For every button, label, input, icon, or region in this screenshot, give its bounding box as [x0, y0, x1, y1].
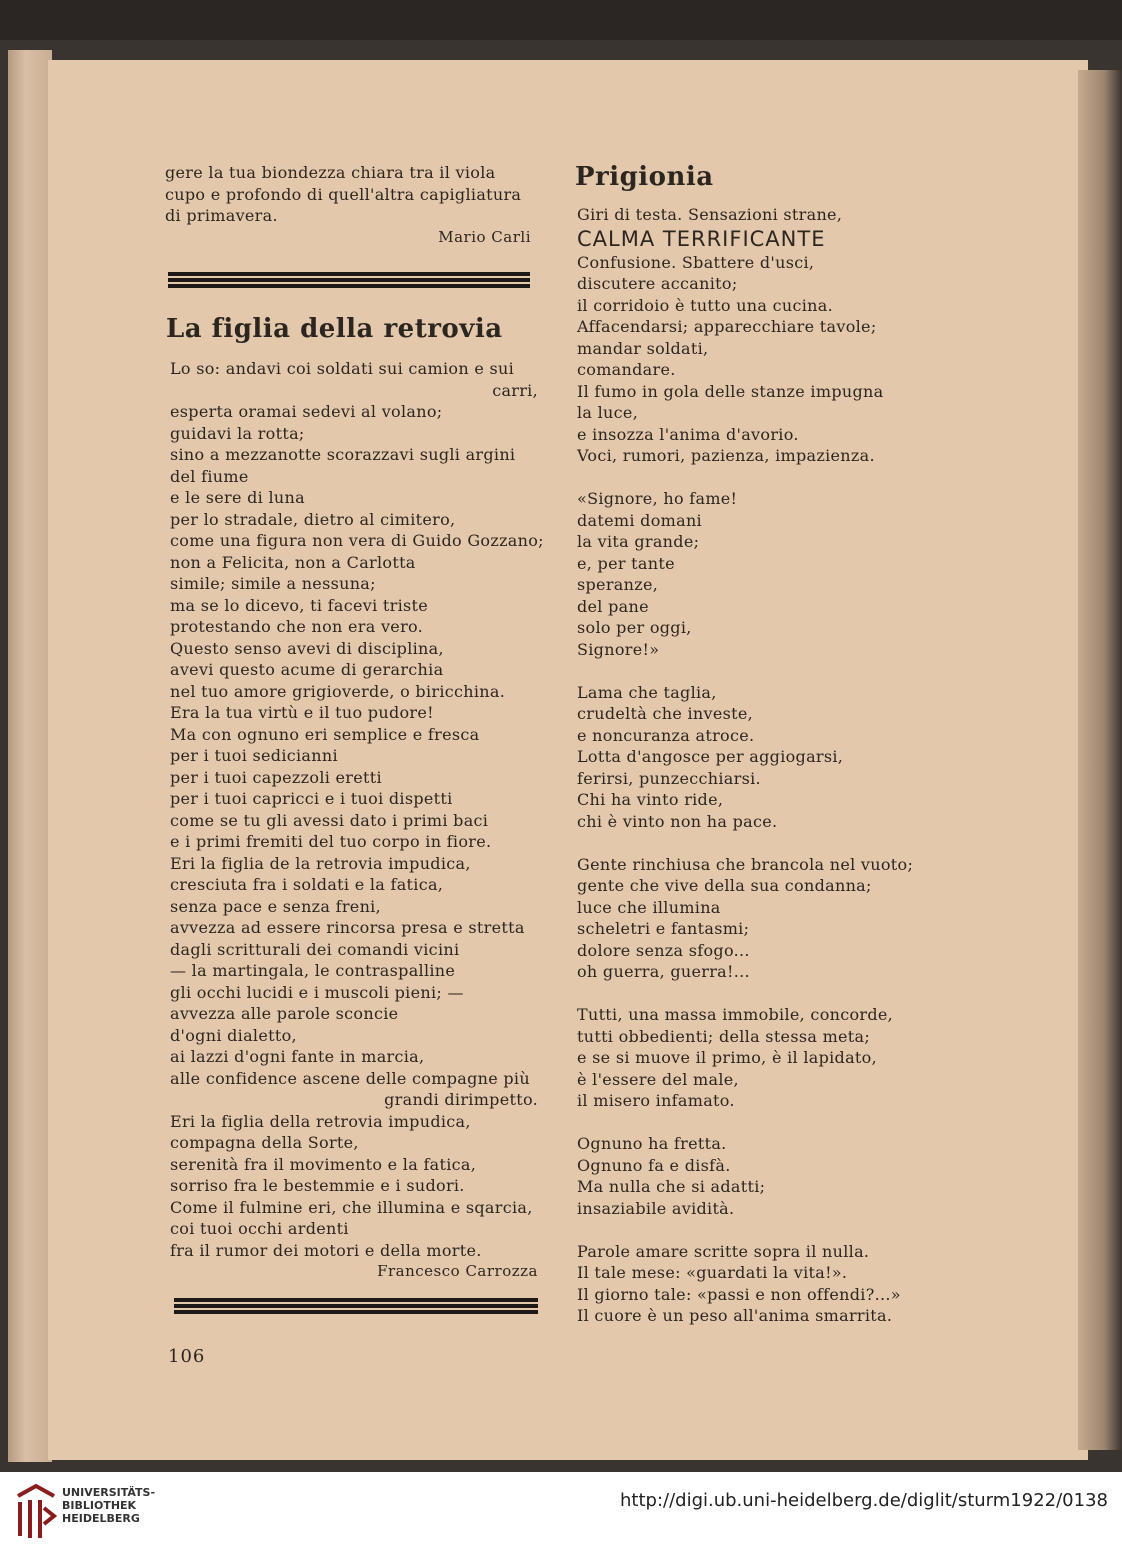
rule-top-left	[168, 272, 530, 290]
institution-name	[62, 1486, 155, 1525]
poem-line: Il fumo in gola delle stanze impugna	[577, 381, 884, 401]
right-poem-title: Prigionia	[575, 162, 714, 192]
poem-line: Il giorno tale: «passi e non offendi?...»	[577, 1284, 901, 1304]
poem-line: dolore senza sfogo...	[577, 940, 750, 960]
stanza-gap	[577, 983, 937, 1005]
poem-line: mandar soldati,	[577, 338, 709, 358]
poem-line: ai lazzi d'ogni fante in marcia,	[170, 1047, 425, 1066]
poem-line: Come il fulmine eri, che illumina e sqarcia,	[170, 1197, 533, 1217]
stanza-gap	[577, 467, 937, 489]
poem-line: cresciuta fra i soldati e la fatica,	[170, 875, 444, 894]
poem-line: guidavi la rotta;	[170, 423, 305, 443]
poem-line: esperta oramai sedevi al volano;	[170, 402, 443, 421]
university-logo-icon	[14, 1482, 58, 1542]
poem-line: scheletri e fantasmi;	[577, 919, 750, 938]
stanza-gap	[577, 1219, 937, 1241]
poem-line: nel tuo amore grigioverde, o biricchina.	[170, 681, 506, 701]
poem-line: la luce,	[577, 403, 639, 422]
poem-line: comandare.	[577, 360, 676, 379]
poem-line: Questo senso avevi di disciplina,	[170, 638, 444, 658]
poem-line: avvezza alle parole sconcie	[170, 1004, 399, 1023]
poem-line: Signore!»	[577, 639, 660, 659]
poem-line: ferirsi, punzecchiarsi.	[577, 768, 761, 788]
poem-line: fra il rumor dei motori e della morte.	[170, 1240, 482, 1260]
poem-line: Ognuno fa e disfà.	[577, 1155, 731, 1175]
page-edges	[8, 50, 52, 1462]
poem-line: e, per tante	[577, 553, 675, 573]
poem-line: d'ogni dialetto,	[170, 1025, 297, 1045]
source-url-link[interactable]: http://digi.ub.uni-heidelberg.de/diglit/sturm1922/0138	[620, 1490, 1108, 1511]
poem-line: Ma con ognuno eri semplice e fresca	[170, 724, 480, 744]
poem-line: per i tuoi capricci e i tuoi dispetti	[170, 789, 453, 808]
poem-line: per lo stradale, dietro al cimitero,	[170, 509, 456, 529]
poem-line: dagli scritturali dei comandi vicini	[170, 939, 460, 959]
poem-line: solo per oggi,	[577, 618, 692, 637]
poem-line: Gente rinchiusa che brancola nel vuoto;	[577, 854, 914, 874]
poem-line: per i tuoi capezzoli eretti	[170, 767, 382, 787]
poem-line: e insozza l'anima d'avorio.	[577, 424, 799, 444]
poem-line: Era la tua virtù e il tuo pudore!	[170, 703, 434, 722]
poem-line: la vita grande;	[577, 532, 700, 551]
poem-line: il corridoio è tutto una cucina.	[577, 295, 834, 315]
poem-line: coi tuoi occhi ardenti	[170, 1219, 349, 1238]
poem-line: Il cuore è un peso all'anima smarrita.	[577, 1306, 893, 1325]
poem-line: Eri la figlia della retrovia impudica,	[170, 1111, 471, 1131]
poem-line: ma se lo dicevo, ti facevi triste	[170, 595, 429, 615]
poem-line: come se tu gli avessi dato i primi baci	[170, 810, 489, 830]
poem-line: come una figura non vera di Guido Gozzano;	[170, 531, 544, 550]
rule-bottom-left	[174, 1298, 538, 1316]
poem-line: il misero infamato.	[577, 1091, 735, 1110]
poem-line: simile; simile a nessuna;	[170, 574, 376, 593]
poem-line: alle confidence ascene delle compagne più	[170, 1068, 530, 1088]
poem-line: Lo so: andavi coi soldati sui camion e sui	[170, 359, 515, 378]
poem-line: chi è vinto non ha pace.	[577, 811, 778, 831]
poem-line: Chi ha vinto ride,	[577, 790, 724, 809]
author-signature: Mario Carli	[438, 227, 531, 246]
poem-line: e le sere di luna	[170, 488, 305, 507]
page-number: 106	[168, 1346, 206, 1367]
poem-line: compagna della Sorte,	[170, 1133, 359, 1152]
left-poem-title: La figlia della retrovia	[166, 314, 503, 344]
poem-line: non a Felicita, non a Carlotta	[170, 552, 416, 572]
poem-line: e se si muove il primo, è il lapidato,	[577, 1048, 877, 1067]
poem-line: crudeltà che investe,	[577, 704, 754, 723]
footer-bar	[0, 1472, 1122, 1554]
poem-line: Ognuno ha fretta.	[577, 1134, 727, 1153]
poem-line: «Signore, ho fame!	[577, 489, 738, 508]
poem-line: luce che illumina	[577, 897, 721, 917]
stanza-gap	[577, 832, 937, 854]
poem-line: senza pace e senza freni,	[170, 896, 381, 916]
poem-line: datemi domani	[577, 510, 702, 530]
poem-line: sino a mezzanotte scorazzavi sugli argini	[170, 445, 516, 464]
poem-line: protestando che non era vero.	[170, 617, 424, 636]
poem-line: gli occhi lucidi e i muscoli pieni; —	[170, 982, 464, 1002]
poem-line: speranze,	[577, 575, 659, 594]
institution-line: UNIVERSITÄTS-	[62, 1486, 156, 1499]
left-intro-text	[165, 162, 531, 248]
poem-line: Affacendarsi; apparecchiare tavole;	[577, 317, 877, 336]
poem-line: Eri la figlia de la retrovia impudica,	[170, 853, 471, 873]
poem-line: del fiume	[170, 466, 249, 486]
poem-line: avevi questo acume di gerarchia	[170, 660, 444, 679]
intro-line: di primavera.	[165, 206, 278, 225]
poem-line: sorriso fra le bestemmie e i sudori.	[170, 1176, 465, 1195]
poem-line: del pane	[577, 596, 649, 616]
poem-line: e noncuranza atroce.	[577, 725, 755, 745]
poem-line: insaziabile avidità.	[577, 1198, 735, 1218]
stanza-gap	[577, 1112, 937, 1134]
poem-line: Confusione. Sbattere d'usci,	[577, 252, 815, 272]
stanza-gap	[577, 660, 937, 682]
poem-line: per i tuoi sedicianni	[170, 746, 338, 765]
poem-line: Ma nulla che si adatti;	[577, 1177, 766, 1196]
poem-line: avvezza ad essere rincorsa presa e stretta	[170, 918, 525, 937]
poem-line: è l'essere del male,	[577, 1069, 739, 1089]
poem-line: Parole amare scritte sopra il nulla.	[577, 1241, 870, 1261]
poem-line: serenità fra il movimento e la fatica,	[170, 1154, 477, 1174]
institution-line: HEIDELBERG	[62, 1512, 140, 1525]
author-signature: Francesco Carrozza	[377, 1262, 538, 1280]
gutter-shadow	[1078, 70, 1122, 1450]
poem-line: oh guerra, guerra!...	[577, 962, 750, 981]
poem-line: — la martingala, le contraspalline	[170, 961, 456, 980]
caps-heading: CALMA TERRIFICANTE	[577, 226, 826, 251]
poem-line: Tutti, una massa immobile, concorde,	[577, 1005, 894, 1024]
poem-line: gente che vive della sua condanna;	[577, 876, 872, 895]
poem-line: carri,	[492, 380, 538, 400]
poem-line: Lotta d'angosce per aggiogarsi,	[577, 747, 844, 766]
intro-line: cupo e profondo di quell'altra capigliatura	[165, 184, 522, 204]
poem-line: Giri di testa. Sensazioni strane,	[577, 205, 843, 224]
poem-line: Il tale mese: «guardati la vita!».	[577, 1263, 848, 1282]
poem-line: e i primi fremiti del tuo corpo in fiore.	[170, 832, 492, 851]
poem-line: grandi dirimpetto.	[384, 1090, 538, 1109]
poem-line: Voci, rumori, pazienza, impazienza.	[577, 446, 875, 465]
institution-line: BIBLIOTHEK	[62, 1499, 137, 1512]
poem-line: discutere accanito;	[577, 274, 738, 293]
right-poem-body	[577, 204, 937, 1327]
poem-line: Lama che taglia,	[577, 682, 717, 702]
intro-line: gere la tua biondezza chiara tra il viola	[165, 163, 496, 182]
left-poem-body	[170, 358, 544, 1283]
poem-line: tutti obbedienti; della stessa meta;	[577, 1026, 871, 1046]
